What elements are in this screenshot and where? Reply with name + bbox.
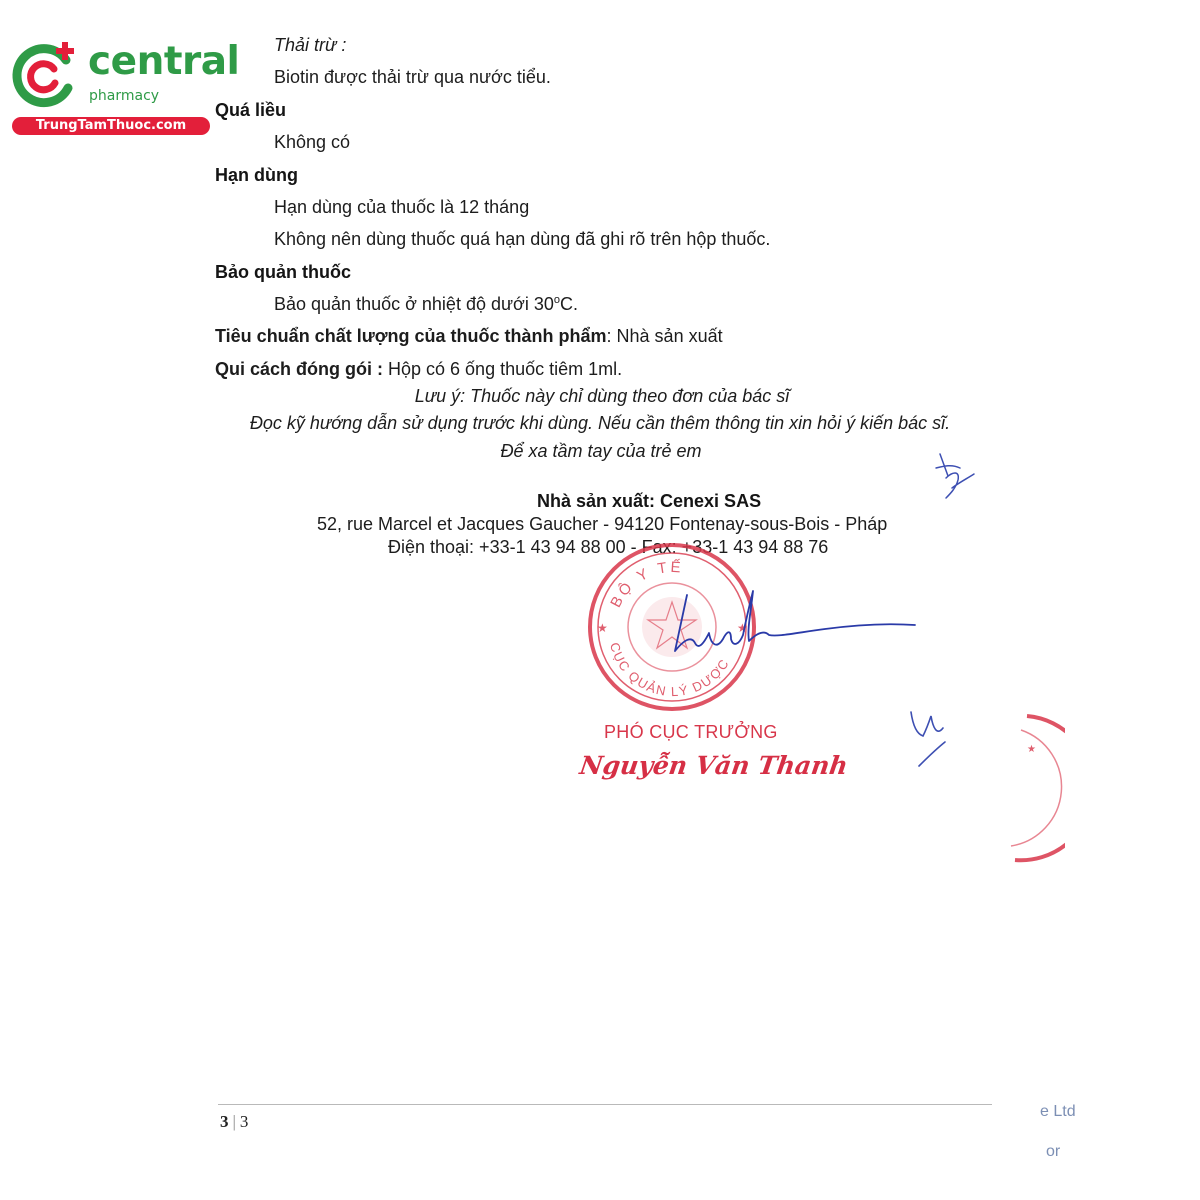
initials-signature-bottom [905,706,955,776]
svg-text:★: ★ [1027,744,1036,755]
manufacturer-phone: Điện thoại: +33-1 43 94 88 00 - Fax: +33-1 43 94 88 76 [388,537,829,557]
read-instructions-note: Đọc kỹ hướng dẫn sử dụng trước khi dùng. Nếu cần thêm thông tin xin hỏi ý kiến bác sĩ. [249,413,951,433]
logo-website: TrungTamThuoc.com [12,117,210,135]
expiry-line-2: Không nên dùng thuốc quá hạn dùng đã ghi rõ trên hộp thuốc. [274,229,771,249]
stamp-bottom-text: CỤC QUẢN LÝ DƯỢC [607,640,733,700]
storage-heading: Bảo quản thuốc [215,262,351,282]
packaging: Qui cách đóng gói : Hộp có 6 ống thuốc tiêm 1ml. [215,359,623,379]
pharmacy-cross-icon [10,38,80,108]
svg-text:★: ★ [597,621,608,635]
expiry-line-1: Hạn dùng của thuốc là 12 tháng [274,197,530,217]
elimination-text: Biotin được thải trừ qua nước tiểu. [274,67,551,87]
overdose-text: Không có [274,132,351,152]
keep-away-note: Để xa tầm tay của trẻ em [500,441,702,461]
manufacturer-address: 52, rue Marcel et Jacques Gaucher - 94120 Fontenay-sous-Bois - Pháp [317,514,888,534]
prescription-note: Lưu ý: Thuốc này chỉ dùng theo đơn của bác sĩ [414,386,790,406]
cut-off-text-2: or [1046,1143,1061,1160]
svg-text:★: ★ [737,621,748,635]
handwritten-signature [665,585,920,660]
approver-name: Nguyễn Văn Thanh [577,751,850,780]
storage-text: Bảo quản thuốc ở nhiệt độ dưới 30$^o$C. [274,294,578,314]
manufacturer-name: Nhà sản xuất: Cenexi SAS [537,491,762,511]
logo-subtitle: pharmacy [89,88,160,104]
cut-off-text-1: e Ltd [1040,1103,1076,1120]
initials-signature-top [930,448,980,503]
page-number: 3 | 3 [220,1112,249,1131]
quality-standard: Tiêu chuẩn chất lượng của thuốc thành phẩm: Nhà sản xuất [215,326,723,346]
overdose-heading: Quá liều [215,100,287,120]
stamp-top-text: BỘ Y TẾ [607,558,685,611]
approver-title: PHÓ CỤC TRƯỞNG [604,722,778,742]
footer-divider [218,1104,992,1105]
logo-wordmark: central [88,39,240,84]
expiry-heading: Hạn dùng [215,165,298,185]
partial-stamp-right [1005,712,1065,864]
elimination-label: Thải trừ : [274,35,347,55]
degree-mark: o [553,294,560,306]
